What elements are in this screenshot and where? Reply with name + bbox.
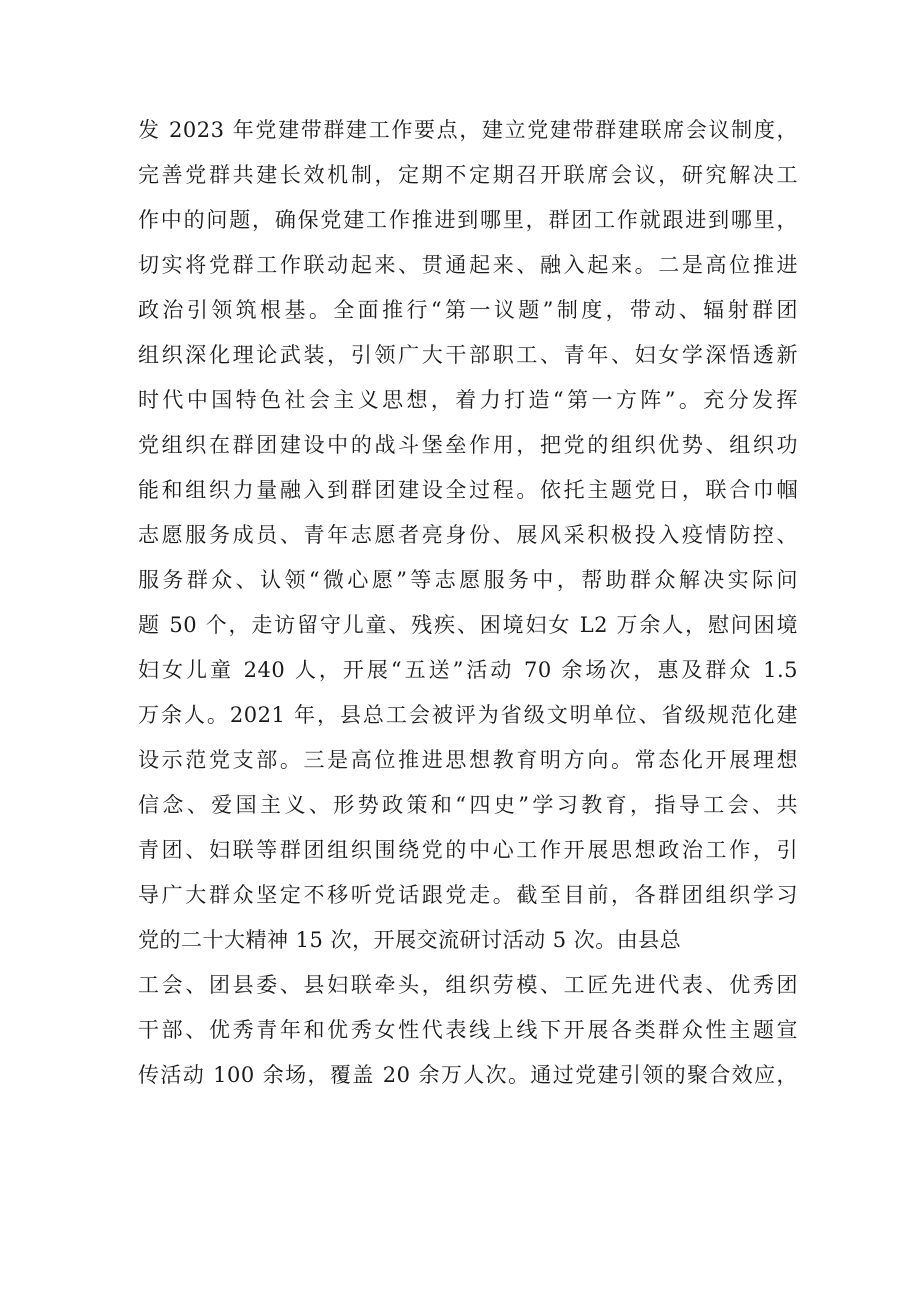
text-line: 设示范党支部。三是高位推进思想教育明方向。常态化开展理想 [138,748,798,772]
text-line: 能和组织力量融入到群团建设全过程。依托主题党日，联合巾帼 [138,478,798,502]
text-line: 党的二十大精神 15 次，开展交流研讨活动 5 次。由县总 [138,928,682,952]
text-line: 志愿服务成员、青年志愿者亮身份、展风采积极投入疫情防控、 [138,523,798,547]
text-line: 服务群众、认领“微心愿”等志愿服务中，帮助群众解决实际问 [138,568,798,592]
text-line: 干部、优秀青年和优秀女性代表线上线下开展各类群众性主题宣 [138,1018,798,1042]
text-line: 政治引领筑根基。全面推行“第一议题”制度，带动、辐射群团 [138,298,798,322]
text-line: 万余人。2021 年，县总工会被评为省级文明单位、省级规范化建 [138,703,798,727]
body-text [138,108,798,1098]
text-line: 作中的问题，确保党建工作推进到哪里，群团工作就跟进到哪里， [138,208,798,232]
text-line: 组织深化理论武装，引领广大干部职工、青年、妇女学深悟透新 [138,343,798,367]
text-line: 信念、爱国主义、形势政策和“四史”学习教育，指导工会、共 [138,793,798,817]
text-line: 时代中国特色社会主义思想，着力打造“第一方阵”。充分发挥 [138,388,798,412]
text-line: 发 2023 年党建带群建工作要点，建立党建带群建联席会议制度， [138,118,798,142]
text-line: 完善党群共建长效机制，定期不定期召开联席会议，研究解决工 [138,163,798,187]
text-line: 传活动 100 余场，覆盖 20 余万人次。通过党建引领的聚合效应， [138,1063,798,1087]
text-line: 切实将党群工作联动起来、贯通起来、融入起来。二是高位推进 [138,253,798,277]
text-line: 题 50 个，走访留守儿童、残疾、困境妇女 L2 万余人，慰问困境 [138,613,798,637]
text-line: 妇女儿童 240 人，开展“五送”活动 70 余场次，惠及群众 1.5 [138,658,798,682]
text-line: 党组织在群团建设中的战斗堡垒作用，把党的组织优势、组织功 [138,433,798,457]
text-line: 青团、妇联等群团组织围绕党的中心工作开展思想政治工作，引 [138,838,798,862]
text-line: 导广大群众坚定不移听党话跟党走。截至目前，各群团组织学习 [138,883,798,907]
text-line: 工会、团县委、县妇联牵头，组织劳模、工匠先进代表、优秀团 [138,973,798,997]
